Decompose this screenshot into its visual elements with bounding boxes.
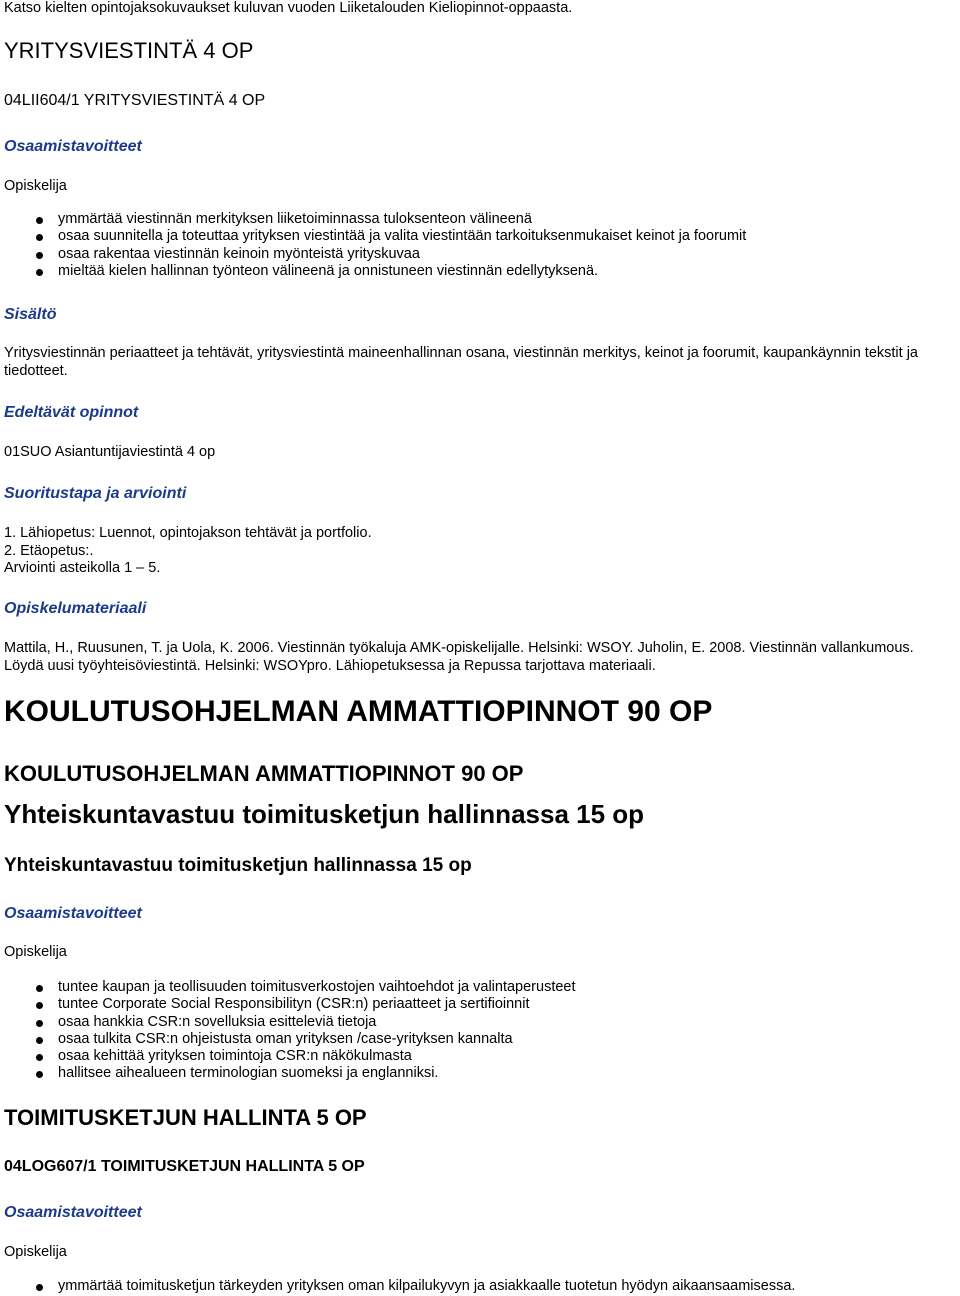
method-line: 2. Etäopetus:. [4, 542, 94, 559]
method-line: 1. Lähiopetus: Luennot, opintojakson tehtävät ja portfolio. [4, 525, 372, 541]
outcomes-list [36, 211, 746, 280]
content-text: Yritysviestinnän periaatteet ja tehtävät, yritysviestintä maineenhallinnan osana, viestinnän merkitys, keinot ja foorumit, kaupankäynnin tekstit ja tiedotteet. [4, 345, 918, 379]
course-code-title: 04LII604/1 YRITYSVIESTINTÄ 4 OP [4, 92, 266, 109]
list-item: hallitsee aihealueen terminologian suomeksi ja englanniksi. [36, 1065, 576, 1082]
material-text: Mattila, H., Ruusunen, T. ja Uola, K. 2006. Viestinnän työkaluja AMK-opiskelijalle. Helsinki: WSOY. Juholin, E. 2008. Viestinnän vallankumous. Löydä uusi työyhteisöviestintä. Helsinki: WSOYpro. Lähiopetuksessa ja Repussa tarjottava materiaali. [4, 640, 914, 674]
list-item: osaa rakentaa viestinnän keinoin myönteistä yrityskuvaa [36, 246, 746, 263]
course-title: YRITYSVIESTINTÄ 4 OP [4, 38, 254, 63]
method-line: Arviointi asteikolla 1 – 5. [4, 560, 161, 576]
program-title: KOULUTUSOHJELMAN AMMATTIOPINNOT 90 OP [4, 695, 713, 728]
method-heading: Suoritustapa ja arviointi [4, 485, 187, 502]
outcomes-heading: Osaamistavoitteet [4, 138, 142, 155]
list-item: ymmärtää toimitusketjun tärkeyden yrityksen oman kilpailukyvyn ja asiakkaalle tuotetun hyödyn aikaansaamisessa. [36, 1278, 795, 1295]
student-label: Opiskelija [4, 944, 67, 960]
course-title: TOIMITUSKETJUN HALLINTA 5 OP [4, 1105, 367, 1130]
list-item: osaa suunnitella ja toteuttaa yrityksen viestintää ja valita viestintään tarkoituksenmukaiset keinot ja foorumit [36, 228, 746, 245]
content-heading: Sisältö [4, 306, 57, 323]
list-item: osaa kehittää yrityksen toimintoja CSR:n näkökulmasta [36, 1048, 576, 1065]
module-subtitle: Yhteiskuntavastuu toimitusketjun hallinnassa 15 op [4, 855, 472, 876]
outcomes-heading: Osaamistavoitteet [4, 905, 142, 922]
student-label: Opiskelija [4, 1244, 67, 1260]
course-code-title: 04LOG607/1 TOIMITUSKETJUN HALLINTA 5 OP [4, 1158, 365, 1175]
list-item: mieltää kielen hallinnan työnteon välineenä ja onnistuneen viestinnän edellytyksenä. [36, 263, 746, 280]
prerequisites-text: 01SUO Asiantuntijaviestintä 4 op [4, 444, 216, 460]
outcomes-heading: Osaamistavoitteet [4, 1204, 142, 1221]
method-block [4, 525, 372, 578]
list-item: tuntee Corporate Social Responsibilityn (CSR:n) periaatteet ja sertifioinnit [36, 996, 576, 1013]
material-heading: Opiskelumateriaali [4, 600, 147, 617]
list-item: osaa tulkita CSR:n ohjeistusta oman yrityksen /case-yrityksen kannalta [36, 1031, 576, 1048]
student-label: Opiskelija [4, 178, 67, 194]
list-item: osaa hankkia CSR:n sovelluksia esitteleviä tietoja [36, 1014, 576, 1031]
outcomes-list [36, 1278, 795, 1295]
intro-text: Katso kielten opintojaksokuvaukset kuluvan vuoden Liiketalouden Kieliopinnot-oppaasta. [4, 0, 573, 16]
prerequisites-heading: Edeltävät opinnot [4, 404, 139, 421]
module-title: Yhteiskuntavastuu toimitusketjun hallinnassa 15 op [4, 799, 645, 829]
outcomes-list [36, 979, 576, 1083]
program-subtitle: KOULUTUSOHJELMAN AMMATTIOPINNOT 90 OP [4, 761, 524, 786]
list-item: tuntee kaupan ja teollisuuden toimitusverkostojen vaihtoehdot ja valintaperusteet [36, 979, 576, 996]
list-item: ymmärtää viestinnän merkityksen liiketoiminnassa tuloksenteon välineenä [36, 211, 746, 228]
